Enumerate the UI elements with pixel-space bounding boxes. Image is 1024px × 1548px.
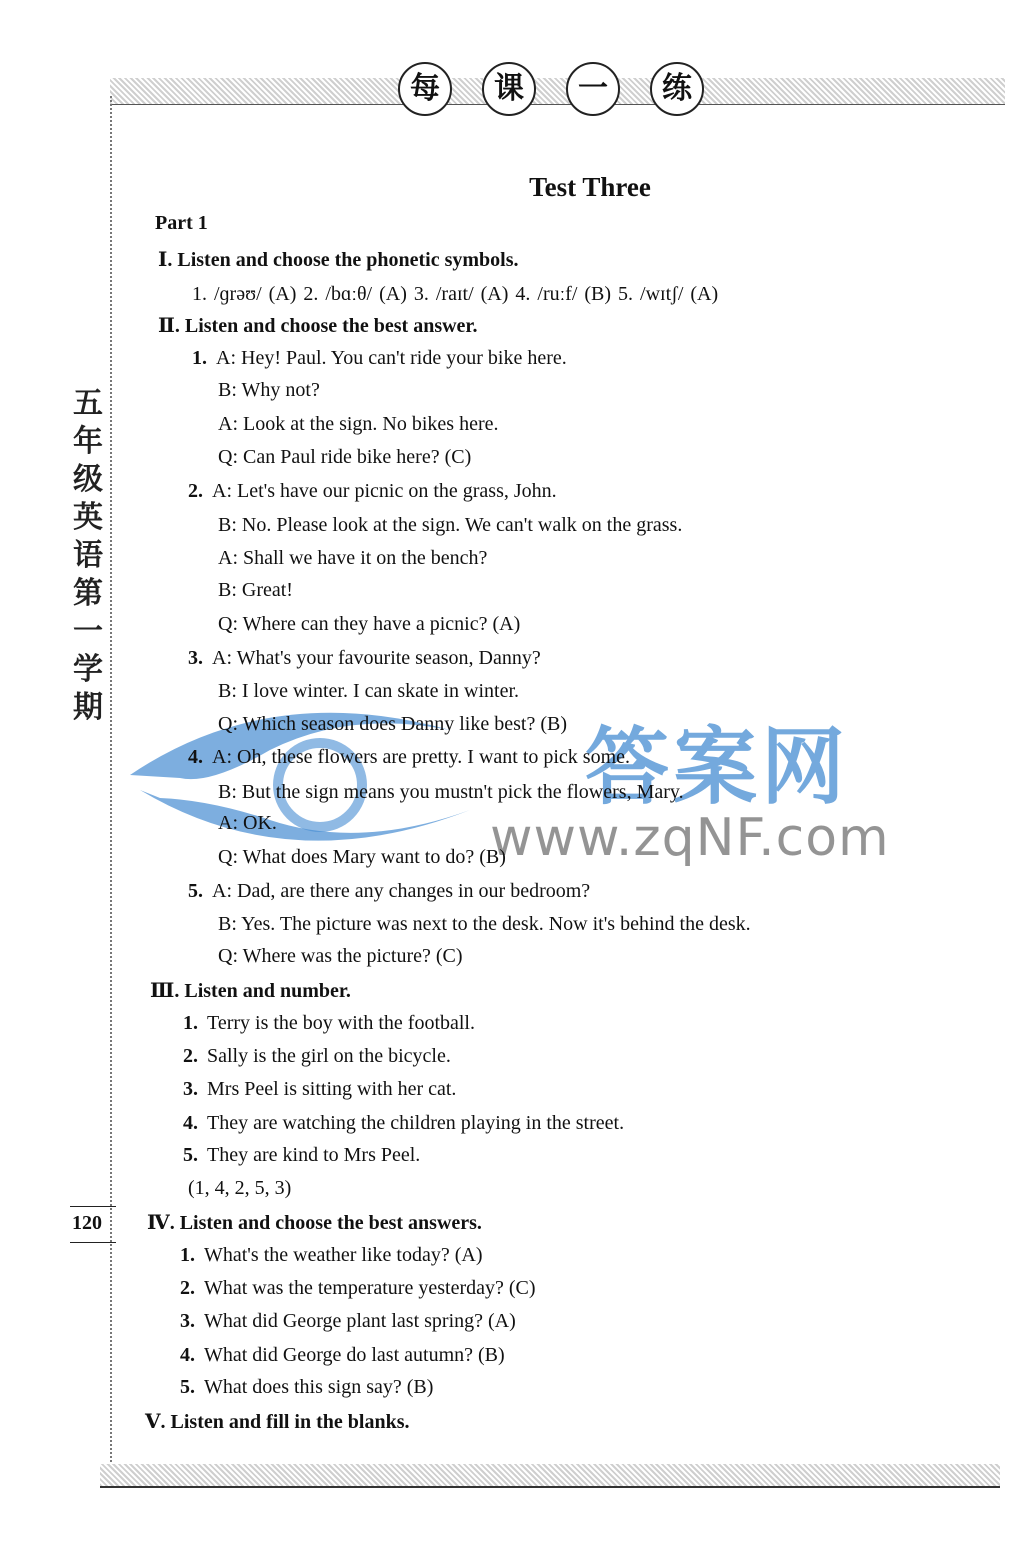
question-number: 3. xyxy=(188,647,203,669)
number-answer: (1, 4, 2, 5, 3) xyxy=(188,1177,292,1199)
item-number: 5. xyxy=(183,1144,198,1166)
header-title-char: 一 xyxy=(566,62,620,116)
list-item: 4. They are watching the children playing in the street. xyxy=(183,1112,625,1134)
item-number: 5. xyxy=(180,1376,195,1398)
section-heading: Ⅰ. Listen and choose the phonetic symbols. xyxy=(158,249,519,271)
section-heading: Ⅱ. Listen and choose the best answer. xyxy=(158,315,478,337)
list-item: 1. Terry is the boy with the football. xyxy=(183,1012,475,1034)
section-heading: Ⅴ. Listen and fill in the blanks. xyxy=(145,1411,410,1433)
list-item: 4. What did George do last autumn? (B) xyxy=(180,1344,505,1366)
dialogue-line: B: No. Please look at the sign. We can't walk on the grass. xyxy=(218,514,683,536)
phonetic-answers: 1. /ɡrəʊ/ (A) 2. /bɑːθ/ (A) 3. /raɪt/ (A) 4. /ruːf/ (B) 5. /wɪtʃ/ (A) xyxy=(192,283,719,305)
dialogue-line: B: But the sign means you mustn't pick the flowers, Mary. xyxy=(218,781,684,803)
header-rule xyxy=(110,104,1005,105)
dialogue-question: Q: What does Mary want to do? (B) xyxy=(218,846,506,868)
dialogue-question: Q: Where can they have a picnic? (A) xyxy=(218,613,521,635)
list-item: 3. Mrs Peel is sitting with her cat. xyxy=(183,1078,457,1100)
dialogue-line: B: Why not? xyxy=(218,379,320,401)
item-number: 1. xyxy=(183,1012,198,1034)
list-item: 5. What does this sign say? (B) xyxy=(180,1376,434,1398)
dialogue-line: B: Great! xyxy=(218,579,293,601)
dialogue-question: Q: Which season does Danny like best? (B) xyxy=(218,713,567,735)
dialogue-line: 1. A: Hey! Paul. You can't ride your bike here. xyxy=(192,347,567,369)
list-item: 2. What was the temperature yesterday? (C) xyxy=(180,1277,536,1299)
item-number: 4. xyxy=(183,1112,198,1134)
dialogue-question: Q: Can Paul ride bike here? (C) xyxy=(218,446,472,468)
dialogue-line: B: I love winter. I can skate in winter. xyxy=(218,680,520,702)
item-number: 2. xyxy=(183,1045,198,1067)
list-item: 5. They are kind to Mrs Peel. xyxy=(183,1144,421,1166)
dialogue-line: B: Yes. The picture was next to the desk. Now it's behind the desk. xyxy=(218,913,751,935)
question-number: 5. xyxy=(188,880,203,902)
item-number: 2. xyxy=(180,1277,195,1299)
item-number: 3. xyxy=(180,1310,195,1332)
list-item: 1. What's the weather like today? (A) xyxy=(180,1244,483,1266)
item-number: 4. xyxy=(180,1344,195,1366)
page-number: 120 xyxy=(72,1212,102,1234)
dialogue-question: Q: Where was the picture? (C) xyxy=(218,945,463,967)
margin-dotted-line xyxy=(110,96,112,1466)
page-number-rule xyxy=(70,1242,116,1243)
watermark-url: www.zqNF.com xyxy=(490,808,890,868)
dialogue-line: 4. A: Oh, these flowers are pretty. I want to pick some. xyxy=(188,746,631,768)
dialogue-line: A: OK. xyxy=(218,812,277,834)
dialogue-line: A: Look at the sign. No bikes here. xyxy=(218,413,499,435)
question-number: 2. xyxy=(188,480,203,502)
question-number: 4. xyxy=(188,746,203,768)
footer-band xyxy=(100,1464,1000,1486)
list-item: 3. What did George plant last spring? (A) xyxy=(180,1310,516,1332)
header-title-char: 每 xyxy=(398,62,452,116)
list-item: 2. Sally is the girl on the bicycle. xyxy=(183,1045,451,1067)
dialogue-line: A: Shall we have it on the bench? xyxy=(218,547,488,569)
dialogue-line: 2. A: Let's have our picnic on the grass, John. xyxy=(188,480,557,502)
part-label: Part 1 xyxy=(155,212,208,234)
item-number: 1. xyxy=(180,1244,195,1266)
watermark-chinese-text: 答案网 xyxy=(585,718,850,816)
header-band xyxy=(110,78,1005,104)
dialogue-line: 3. A: What's your favourite season, Danny? xyxy=(188,647,541,669)
section-heading: Ⅲ. Listen and number. xyxy=(150,980,351,1002)
header-title-char: 课 xyxy=(482,62,536,116)
header-title-char: 练 xyxy=(650,62,704,116)
page-number-rule xyxy=(70,1206,116,1207)
page-title: Test Three xyxy=(529,172,651,202)
side-title: 五年级英语第一学期 xyxy=(73,386,103,725)
item-number: 3. xyxy=(183,1078,198,1100)
question-number: 1. xyxy=(192,347,207,369)
section-heading: Ⅳ. Listen and choose the best answers. xyxy=(147,1212,482,1234)
footer-rule xyxy=(100,1486,1000,1488)
dialogue-line: 5. A: Dad, are there any changes in our bedroom? xyxy=(188,880,591,902)
